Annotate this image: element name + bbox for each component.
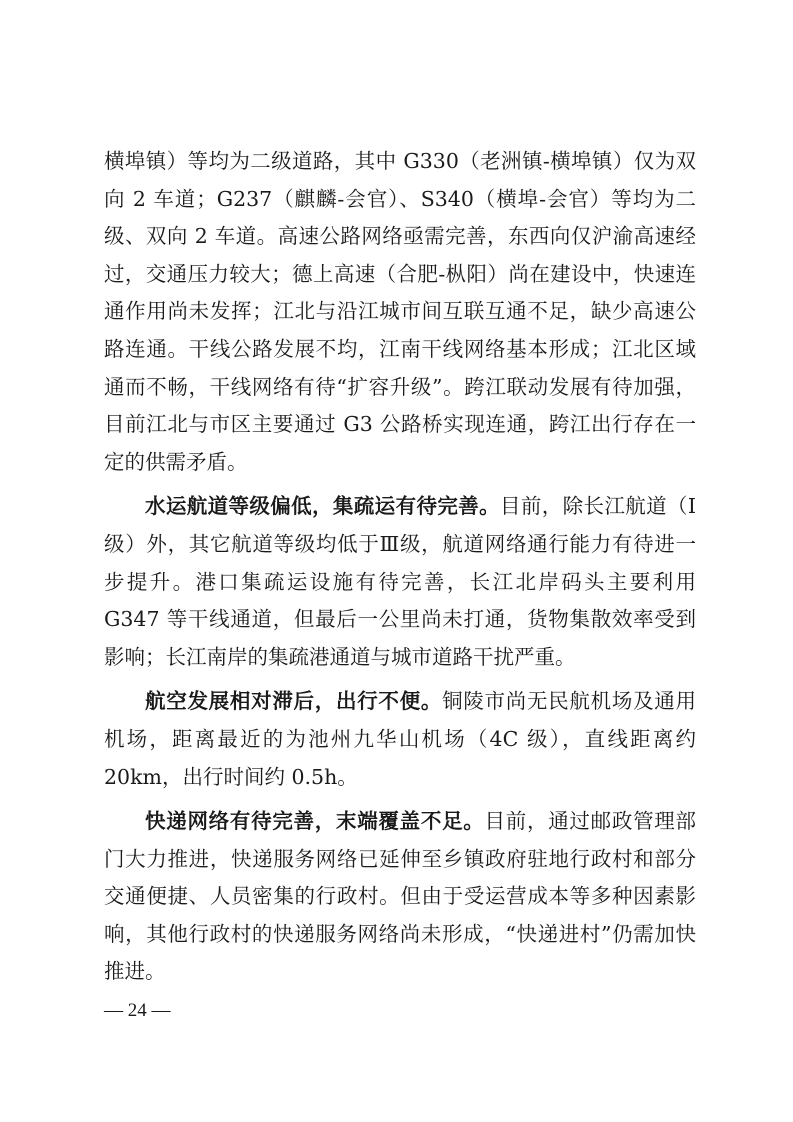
- paragraph-aviation: [104, 683, 696, 796]
- paragraph-waterway: [104, 488, 696, 676]
- paragraph-text: 目前，通过邮政管理部门大力推进，快递服务网络已延伸至乡镇政府驻地行政村和部分交通便捷、人员密集的行政村。但由于受运营成本等多种因素影响，其他行政村的快递服务网络尚未形成，“快递进村”仍需加快推进。: [104, 809, 697, 984]
- page-number: — 24 —: [104, 1000, 171, 1021]
- paragraph-lead: 快递网络有待完善，末端覆盖不足。: [145, 809, 485, 834]
- paragraph-highway-network: [104, 143, 696, 481]
- paragraph-express-delivery: [104, 803, 696, 991]
- paragraph-text: 铜陵市尚无民航机场及通用机场，距离最近的为池州九华山机场（4C 级），直线距离约 20km，出行时间约 0.5h。: [104, 689, 697, 789]
- paragraph-text: 目前，除长江航道（Ⅰ级）外，其它航道等级均低于Ⅲ级，航道网络通行能力有待进一步提升。港口集疏运设施有待完善，长江北岸码头主要利用 G347 等干线通道，但最后一公里尚未打通，货物集散效率受到影响；长江南岸的集疏港通道与城市道路干扰严重。: [104, 494, 696, 669]
- paragraph-lead: 水运航道等级偏低，集疏运有待完善。: [145, 494, 500, 519]
- paragraph-lead: 航空发展相对滞后，出行不便。: [145, 689, 443, 714]
- paragraph-text: 横埠镇）等均为二级道路，其中 G330（老洲镇-横埠镇）仅为双向 2 车道；G237（麒麟-会官）、S340（横埠-会官）等均为二级、双向 2 车道。高速公路网络亟需完善，东西向仅沪渝高速经过，交通压力较大；德上高速（合肥-枞阳）尚在建设中，快速连通作用尚未发挥；江北与沿江城市间互联互通不足，缺少高速公路连通。干线公路发展不均，江南干线网络基本形成；江北区域通而不畅，干线网络有待“扩容升级”。跨江联动发展有待加强，目前江北与市区主要通过 G3 公路桥实现连通，跨江出行存在一定的供需矛盾。: [104, 149, 696, 474]
- body-text: [104, 143, 696, 991]
